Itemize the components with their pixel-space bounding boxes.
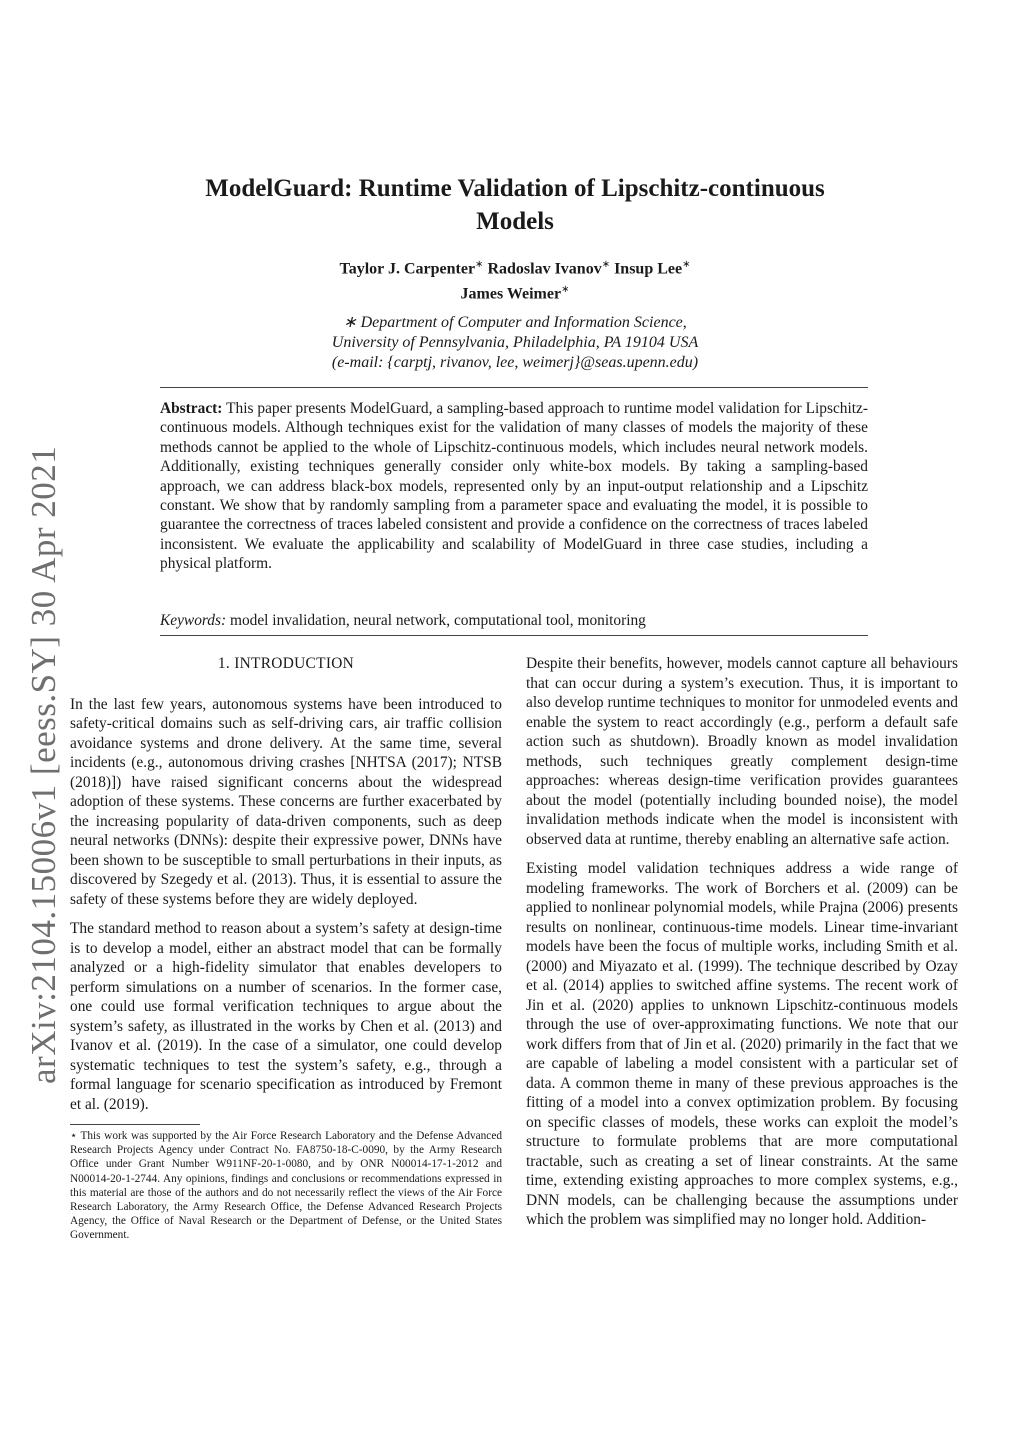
abstract [160,399,868,574]
author-mark: ∗ [601,259,611,270]
abstract-text: This paper presents ModelGuard, a sampling-based approach to runtime model validation for Lipschitz-continuous models. Although techniques exist for the validation of many classes of models the majority of these methods cannot be applied to the whole of Lipschitz-continuous models, which includes neural network models. Additionally, existing techniques generally consider only white-box models. By taking a sampling-based approach, we can address black-box models, represented only by an input-output relationship and a Lipschitz constant. We show that by randomly sampling from a parameter space and evaluating the model, it is possible to guarantee the correctness of traces labeled consistent and provide a confidence on the correctness of traces labeled inconsistent. We evaluate the applicability and scalability of ModelGuard in three case studies, including a physical platform. [160,400,868,573]
abstract-label: Abstract: [160,400,223,417]
paragraph: Existing model validation techniques address a wide range of modeling frameworks. The work of Borchers et al. (2009) can be applied to nonlinear polynomial models, while Prajna (2006) presents results on nonlinear, continuous-time models. Linear time-invariant models have been the focus of multiple works, including Smith et al. (2000) and Miyazato et al. (1999). The technique described by Ozay et al. (2014) applies to switched affine systems. The recent work of Jin et al. (2020) applies to unknown Lipschitz-continuous models through the use of over-approximating functions. We note that our work differs from that of Jin et al. (2020) primarily in the fact that we are capable of labeling a model consistent with a particular set of data. A common theme in many of these previous approaches is the fitting of a model into a convex optimization problem. By focusing on specific classes of models, these works can exploit the model’s structure to formulate problems that are more computational tractable, such as creating a set of linear constraints. At the same time, extending existing approaches to more complex systems, e.g., DNN models, can be challenging because the assumptions under which the problem was simplified may no longer hold. Addition- [526,860,958,1228]
affiliation-email: (e-mail: {carptj, rivanov, lee, weimerj}@seas.upenn.edu) [331,354,699,371]
author-name: Taylor J. Carpenter [339,260,476,278]
funding-footnote: ⋆ This work was supported by the Air Force Research Laboratory and the Defense Advanced Research Projects Agency under Contract No. FA8750-18-C-0090, by the Army Research Office under Grant Number W911NF-20-1-0080, and by ONR N00014-17-1-2012 and N00014-20-1-2744. Any opinions, findings and conclusions or recommendations expressed in this material are those of the authors and do not necessarily reflect the views of the Air Force Research Laboratory, the Army Research Office, the Defense Advanced Research Projects Agency, the Office of Naval Research or the Department of Defense, or the United States Government. [70,1130,502,1242]
affiliation-line: ∗ Department of Computer and Information Science, [343,314,687,331]
keywords-label: Keywords: [160,612,227,629]
footnote-rule [70,1124,200,1125]
keywords-text: model invalidation, neural network, computational tool, monitoring [229,612,646,629]
paragraph: Despite their benefits, however, models cannot capture all behaviours that can occur during a system’s execution. Thus, it is important to also develop runtime techniques to monitor for unmodeled events and enable the system to react accordingly (e.g., perform a default safe action such as shutdown). Broadly known as model invalidation methods, such techniques greatly complement design-time approaches: whereas design-time verification provides guarantees about the model (potentially including bounded noise), the model invalidation methods indicate when the model is inconsistent with observed data at runtime, thereby enabling an alternative safe action. [526,655,958,848]
author-name: Radoslav Ivanov [487,260,602,278]
author-line-2 [230,279,800,304]
author-list [230,254,800,305]
paper-title: ModelGuard: Runtime Validation of Lipschitz-continuous Models [205,175,825,235]
abstract-top-rule [160,387,868,388]
keywords [160,611,868,630]
right-column [526,654,958,1240]
arxiv-identifier: arXiv:2104.15006v1 [eess.SY] 30 Apr 2021 [24,445,63,1085]
author-mark: ∗ [475,259,484,270]
author-name: Insup Lee [614,260,683,278]
author-name: James Weimer [460,285,562,303]
section-heading: 1. INTRODUCTION [217,655,355,672]
keywords-bottom-rule [160,635,868,636]
paragraph: The standard method to reason about a system’s safety at design-time is to develop a model, either an abstract model that can be formally analyzed or a high-fidelity simulator that enables developers to perform simulations on a number of scenarios. In the former case, one could use formal verification techniques to argue about the system’s safety, as illustrated in the works by Chen et al. (2013) and Ivanov et al. (2019). In the case of a simulator, one could develop systematic techniques to test the system’s safety, e.g., through a formal language for scenario specification as introduced by Fremont et al. (2019). [70,920,502,1113]
author-line-1 [230,254,800,279]
affiliation [230,313,800,373]
left-column [70,654,502,1253]
author-mark: ∗ [561,284,570,296]
affiliation-line: University of Pennsylvania, Philadelphia, PA 19104 USA [331,334,699,351]
author-mark: ∗ [682,259,691,270]
paragraph: In the last few years, autonomous systems have been introduced to safety-critical domains such as self-driving cars, air traffic collision avoidance systems and drone delivery. At the same time, several incidents (e.g., autonomous driving crashes [NHTSA (2017); NTSB (2018)]) have raised significant concerns about the widespread adoption of these systems. These concerns are further exacerbated by the increasing popularity of data-driven components, such as deep neural networks (DNNs): despite their expressive power, DNNs have been shown to be susceptible to small perturbations in their inputs, as discovered by Szegedy et al. (2013). Thus, it is essential to assure the safety of these systems before they are widely deployed. [70,695,502,908]
